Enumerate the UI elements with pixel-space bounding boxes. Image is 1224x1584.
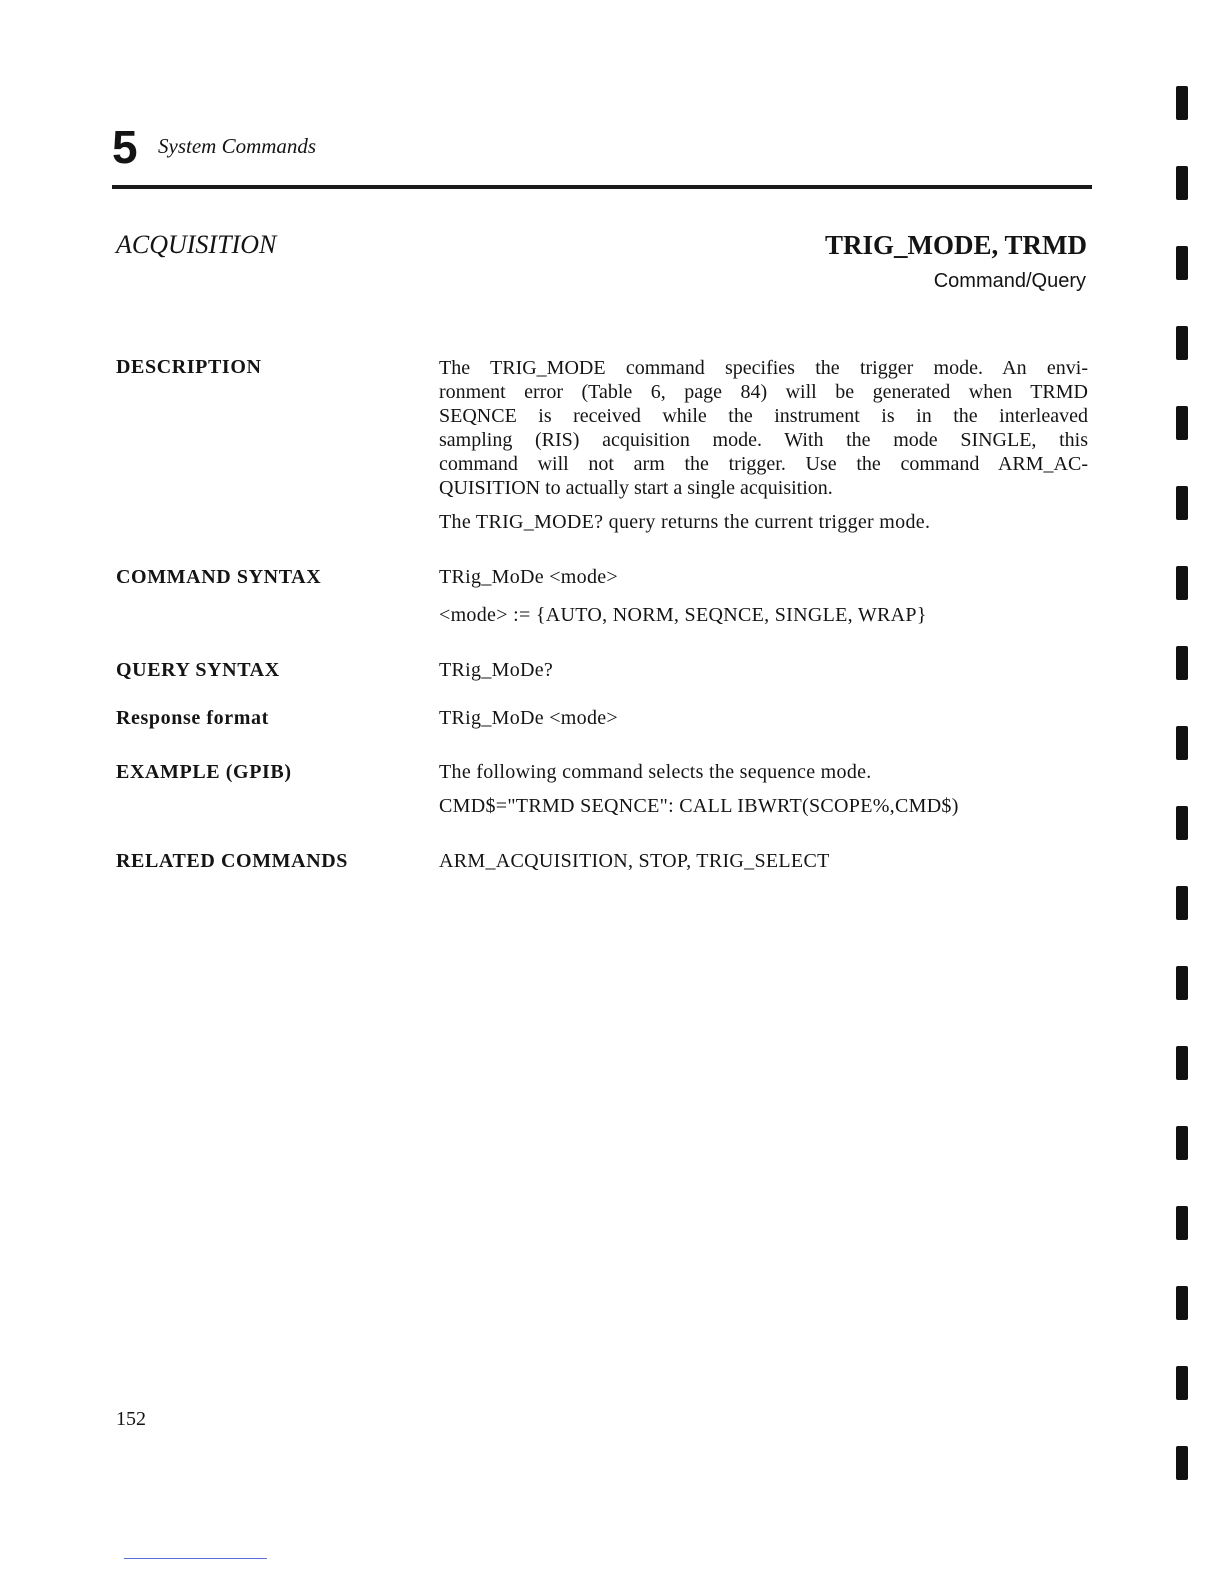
command-syntax-line: TRig_MoDe <mode> — [439, 566, 619, 588]
example-description: The following command selects the sequence mode. — [439, 761, 872, 783]
margin-tab — [1176, 726, 1188, 760]
related-commands-value: ARM_ACQUISITION, STOP, TRIG_SELECT — [439, 850, 830, 872]
description-label: DESCRIPTION — [116, 356, 262, 378]
margin-tab — [1176, 86, 1188, 120]
margin-tab — [1176, 1286, 1188, 1320]
query-syntax-value: TRig_MoDe? — [439, 659, 554, 681]
mode-options-line: <mode> := {AUTO, NORM, SEQNCE, SINGLE, WRAP} — [439, 604, 927, 626]
description-line: SEQNCE is received while the instrument is in the interleaved — [439, 405, 1088, 427]
description-query-note: The TRIG_MODE? query returns the current trigger mode. — [439, 511, 931, 533]
page-number: 152 — [116, 1408, 146, 1430]
margin-tab — [1176, 1206, 1188, 1240]
margin-tab — [1176, 1046, 1188, 1080]
command-title: TRIG_MODE, TRMD — [824, 230, 1087, 260]
margin-tab — [1176, 166, 1188, 200]
response-format-label: Response format — [116, 707, 269, 729]
example-code: CMD$="TRMD SEQNCE": CALL IBWRT(SCOPE%,CMD$) — [439, 795, 959, 817]
bottom-line — [124, 1558, 267, 1559]
margin-tab — [1176, 246, 1188, 280]
response-format-value: TRig_MoDe <mode> — [439, 707, 619, 729]
header-rule — [112, 185, 1092, 189]
description-line: ronment error (Table 6, page 84) will be generated when TRMD — [439, 381, 1088, 403]
chapter-title: System Commands — [158, 134, 317, 158]
margin-tab — [1176, 966, 1188, 1000]
margin-tab — [1176, 1446, 1188, 1480]
related-commands-label: RELATED COMMANDS — [116, 850, 349, 872]
margin-tab — [1176, 486, 1188, 520]
margin-tab — [1176, 806, 1188, 840]
section-label: ACQUISITION — [116, 230, 277, 259]
description-line: sampling (RIS) acquisition mode. With the mode SINGLE, this — [439, 429, 1088, 451]
margin-tab — [1176, 1366, 1188, 1400]
margin-tab — [1176, 406, 1188, 440]
command-syntax-label: COMMAND SYNTAX — [116, 566, 322, 588]
description-paragraph — [439, 356, 1088, 500]
example-label: EXAMPLE (GPIB) — [116, 761, 292, 783]
margin-tab — [1176, 1126, 1188, 1160]
description-line: The TRIG_MODE command specifies the trigger mode. An envi- — [439, 357, 1088, 379]
margin-tab — [1176, 886, 1188, 920]
margin-tab — [1176, 566, 1188, 600]
description-line: command will not arm the trigger. Use the command ARM_AC- — [439, 453, 1088, 475]
query-syntax-label: QUERY SYNTAX — [116, 659, 280, 681]
margin-tab — [1176, 326, 1188, 360]
description-line: QUISITION to actually start a single acquisition. — [439, 477, 833, 499]
command-type: Command/Query — [933, 270, 1086, 292]
chapter-number: 5 — [112, 121, 138, 173]
margin-tab — [1176, 646, 1188, 680]
